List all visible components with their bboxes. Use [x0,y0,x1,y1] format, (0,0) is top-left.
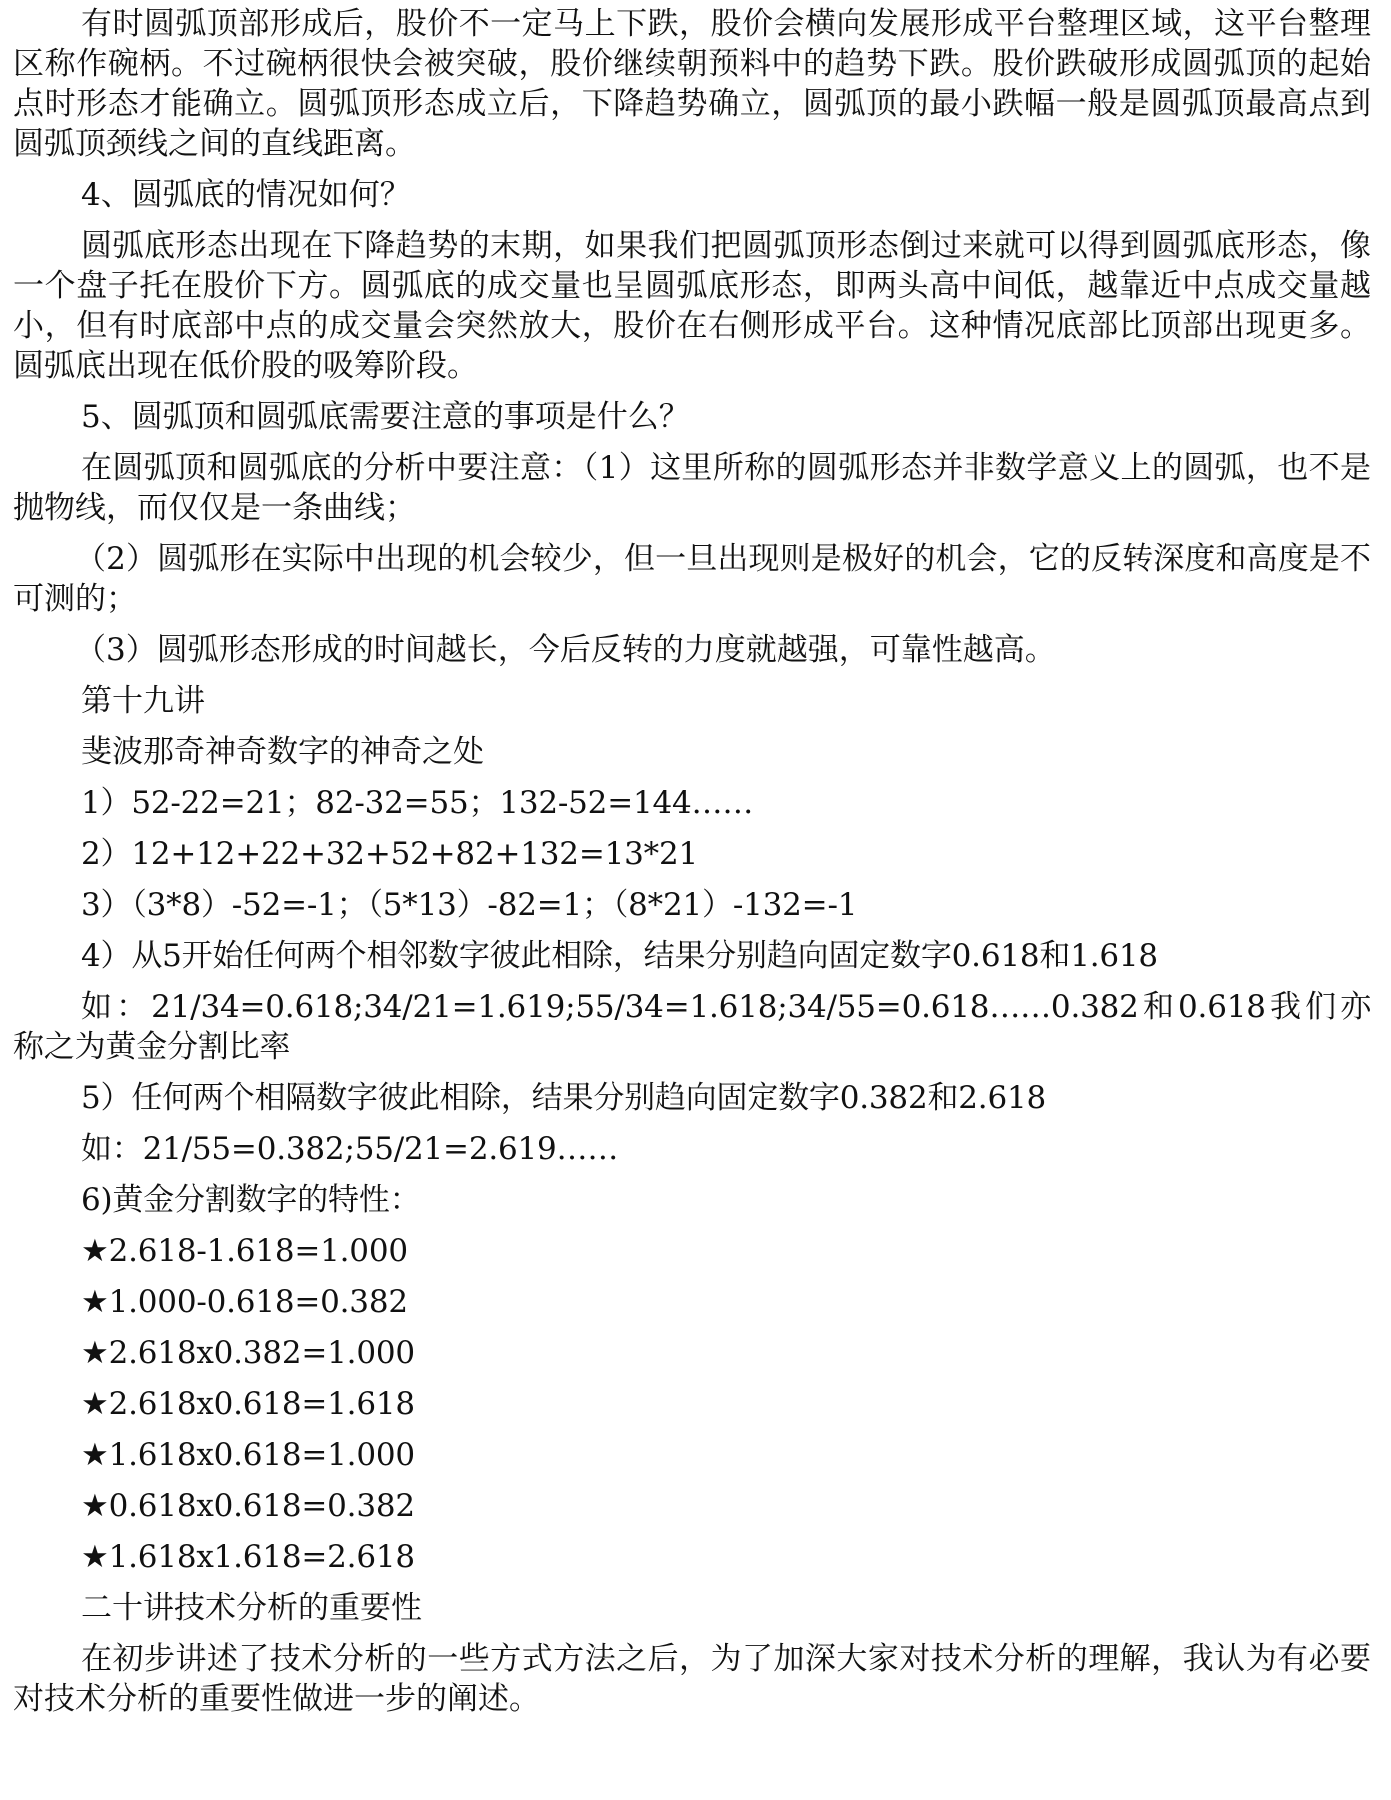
paragraph-technical-analysis: 在初步讲述了技术分析的一些方式方法之后，为了加深大家对技术分析的理解，我认为有必要对技术分析的重要性做进一步的阐述。 [13,1641,1371,1717]
fibonacci-item-4: 4）从5开始任何两个相邻数字彼此相除，结果分别趋向固定数字0.618和1.618 [81,938,1158,974]
fibonacci-item-2: 2）12+12+22+32+52+82+132=13*21 [81,836,698,872]
fibonacci-item-1: 1）52-22=21；82-32=55；132-52=144…… [81,785,754,821]
fibonacci-item-5-example: 如：21/55=0.382;55/21=2.619…… [81,1131,619,1167]
fibonacci-item-4-example: 如：21/34=0.618;34/21=1.619;55/34=1.618;34/55=0.618……0.382和0.618我们亦称之为黄金分割比率 [13,989,1371,1065]
lecture-19-heading: 第十九讲 [81,683,205,719]
golden-ratio-fact-1: ★2.618-1.618=1.000 [81,1233,408,1269]
question-arc-notes: 5、圆弧顶和圆弧底需要注意的事项是什么？ [81,399,690,435]
fibonacci-item-3: 3）（3*8）-52=-1；（5*13）-82=1；（8*21）-132=-1 [81,887,858,923]
paragraph-note-2: （2）圆弧形在实际中出现的机会较少，但一旦出现则是极好的机会，它的反转深度和高度是不可测的； [13,541,1371,617]
golden-ratio-fact-5: ★1.618x0.618=1.000 [81,1437,415,1473]
golden-ratio-fact-6: ★0.618x0.618=0.382 [81,1488,415,1524]
golden-ratio-fact-3: ★2.618x0.382=1.000 [81,1335,415,1371]
fibonacci-item-6: 6)黄金分割数字的特性： [81,1182,421,1218]
question-arc-bottom: 4、圆弧底的情况如何？ [81,177,411,213]
paragraph-note-3: （3）圆弧形态形成的时间越长，今后反转的力度就越强，可靠性越高。 [75,632,1056,668]
paragraph-arc-top-handle: 有时圆弧顶部形成后，股价不一定马上下跌，股价会横向发展形成平台整理区域，这平台整理区称作碗柄。不过碗柄很快会被突破，股价继续朝预料中的趋势下跌。股价跌破形成圆弧顶的起始点时形态才能确立。圆弧顶形态成立后，下降趋势确立，圆弧顶的最小跌幅一般是圆弧顶最高点到圆弧顶颈线之间的直线距离。 [13,6,1371,162]
golden-ratio-fact-4: ★2.618x0.618=1.618 [81,1386,415,1422]
paragraph-arc-bottom: 圆弧底形态出现在下降趋势的末期，如果我们把圆弧顶形态倒过来就可以得到圆弧底形态，像一个盘子托在股价下方。圆弧底的成交量也呈圆弧底形态，即两头高中间低，越靠近中点成交量越小，但有时底部中点的成交量会突然放大，股价在右侧形成平台。这种情况底部比顶部出现更多。圆弧底出现在低价股的吸筹阶段。 [13,228,1371,384]
golden-ratio-fact-2: ★1.000-0.618=0.382 [81,1284,408,1320]
lecture-19-title: 斐波那奇神奇数字的神奇之处 [81,734,484,770]
lecture-20-heading: 二十讲技术分析的重要性 [81,1590,422,1626]
paragraph-note-1: 在圆弧顶和圆弧底的分析中要注意：（1）这里所称的圆弧形态并非数学意义上的圆弧，也不是抛物线，而仅仅是一条曲线； [13,450,1371,526]
golden-ratio-fact-7: ★1.618x1.618=2.618 [81,1539,415,1575]
fibonacci-item-5: 5）任何两个相隔数字彼此相除，结果分别趋向固定数字0.382和2.618 [81,1080,1047,1116]
